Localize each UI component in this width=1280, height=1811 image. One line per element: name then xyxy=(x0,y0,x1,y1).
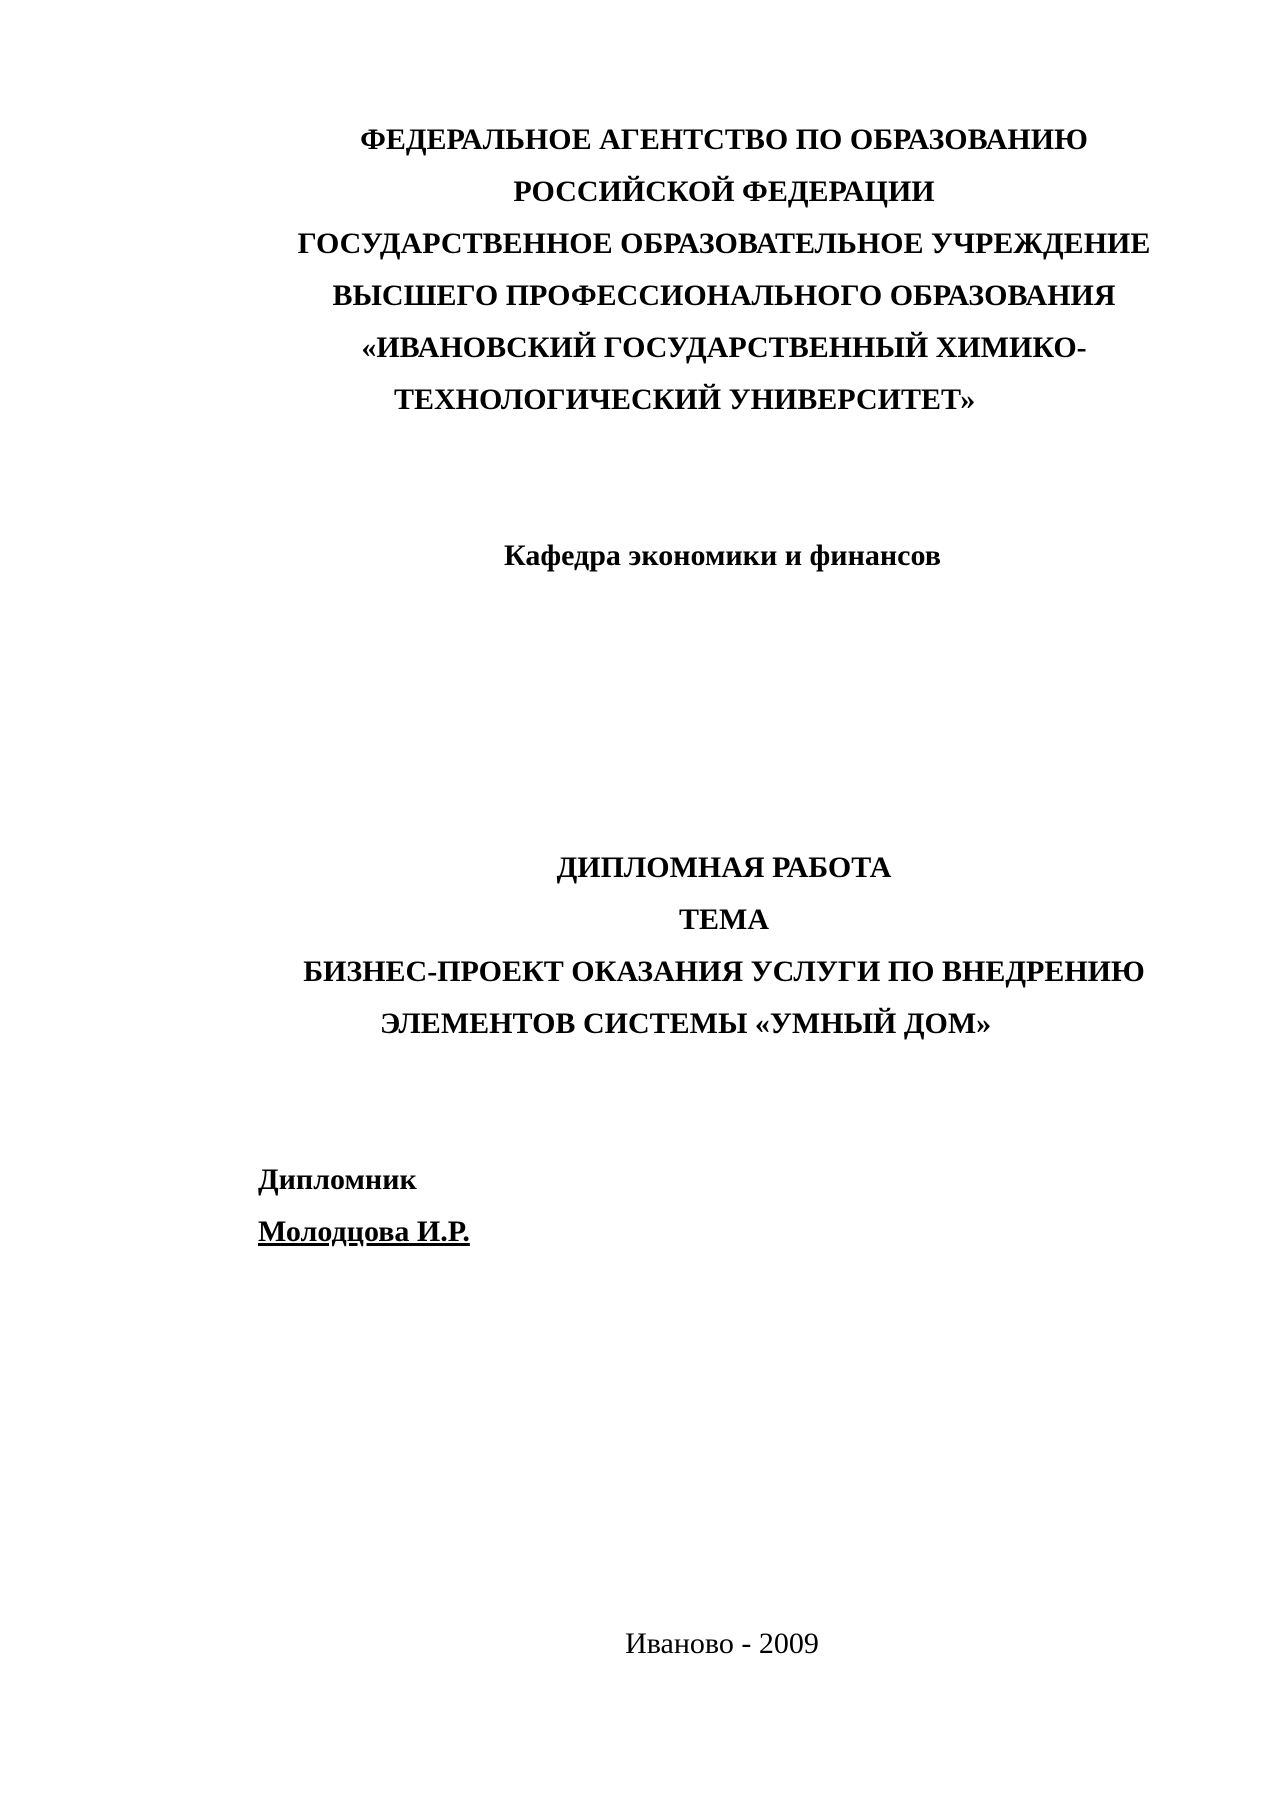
department-name: Кафедра экономики и финансов xyxy=(504,539,941,572)
header-line-2: РОССИЙСКОЙ ФЕДЕРАЦИИ xyxy=(513,175,935,208)
header-line-4: ВЫСШЕГО ПРОФЕССИОНАЛЬНОГО ОБРАЗОВАНИЯ xyxy=(332,279,1116,312)
work-title-line-2: ЭЛЕМЕНТОВ СИСТЕМЫ «УМНЫЙ ДОМ» xyxy=(380,1007,992,1040)
header-line-1: ФЕДЕРАЛЬНОЕ АГЕНТСТВО ПО ОБРАЗОВАНИЮ xyxy=(360,123,1088,156)
work-type: ДИПЛОМНАЯ РАБОТА xyxy=(556,851,892,884)
header-line-6: ТЕХНОЛОГИЧЕСКИЙ УНИВЕРСИТЕТ» xyxy=(394,383,976,416)
header-line-5: «ИВАНОВСКИЙ ГОСУДАРСТВЕННЫЙ ХИМИКО- xyxy=(361,331,1087,364)
header-line-3: ГОСУДАРСТВЕННОЕ ОБРАЗОВАТЕЛЬНОЕ УЧРЕЖДЕНИЕ xyxy=(297,227,1151,260)
author-role: Дипломник xyxy=(258,1163,417,1196)
city-year: Иваново - 2009 xyxy=(625,1627,819,1660)
topic-label: ТЕМА xyxy=(679,903,769,936)
work-title-line-1: БИЗНЕС-ПРОЕКТ ОКАЗАНИЯ УСЛУГИ ПО ВНЕДРЕНИЮ xyxy=(303,955,1145,988)
author-name: Молодцова И.Р. xyxy=(258,1215,470,1248)
